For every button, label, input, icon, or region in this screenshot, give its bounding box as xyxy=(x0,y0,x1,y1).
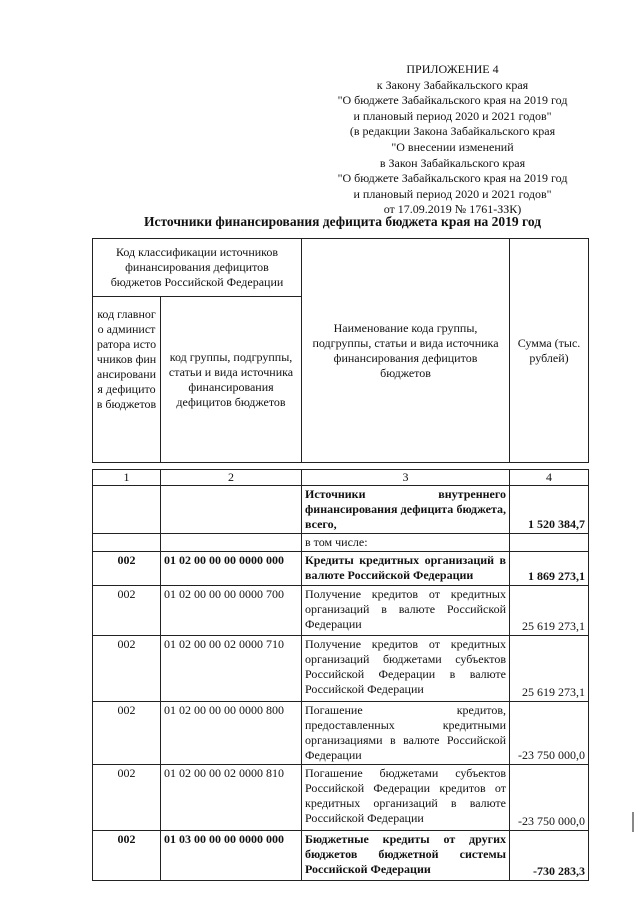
data-table xyxy=(92,469,589,881)
amount-cell xyxy=(510,534,589,552)
admin-code-cell: 002 xyxy=(93,636,161,702)
table-row xyxy=(93,586,589,636)
appendix-line: (в редакции Закона Забайкальского края xyxy=(349,124,556,139)
amount-cell: 1 869 273,1 xyxy=(510,552,589,586)
admin-code-cell xyxy=(93,486,161,534)
name-cell: Получение кредитов от кредитных организаций в валюте Российской Федерации xyxy=(302,586,510,636)
admin-code-cell: 002 xyxy=(93,702,161,765)
admin-code-cell xyxy=(93,534,161,552)
appendix-line: ПРИЛОЖЕНИЕ 4 xyxy=(406,62,499,76)
scan-edge-mark xyxy=(632,812,640,832)
admin-code-cell: 002 xyxy=(93,586,161,636)
name-cell: Бюджетные кредиты от других бюджетов бюджетной системы Российской Федерации xyxy=(302,831,510,881)
appendix-line: и плановый период 2020 и 2021 годов" xyxy=(353,108,552,123)
name-cell: Получение кредитов от кредитных организаций бюджетами субъектов Российской Федерации в валюте Российской Федерации xyxy=(302,636,510,702)
amount-cell: -23 750 000,0 xyxy=(510,702,589,765)
name-cell: Источники внутреннего финансирования дефицита бюджета, всего, xyxy=(302,486,510,534)
appendix-line: "О бюджете Забайкальского края на 2019 год xyxy=(337,93,568,108)
appendix-line: от 17.09.2019 № 1761-ЗЗК) xyxy=(383,202,522,217)
amount-cell: 1 520 384,7 xyxy=(510,486,589,534)
table-row xyxy=(93,765,589,831)
appendix-line: в Закон Забайкальского края xyxy=(379,155,526,170)
source-code-cell: 01 02 00 00 00 0000 000 xyxy=(161,552,302,586)
source-code-cell: 01 02 00 00 00 0000 800 xyxy=(161,702,302,765)
column-number: 3 xyxy=(302,470,510,486)
column-header-amount: Сумма (тыс. рублей) xyxy=(510,239,589,463)
classification-group-heading: Код классификации источников финансирования дефицитов бюджетов Российской Федерации xyxy=(93,239,302,297)
name-cell: Кредиты кредитных организаций в валюте Российской Федерации xyxy=(302,552,510,586)
column-header-source-code: код группы, подгруппы, статьи и вида источника финансирования дефицитов бюджетов xyxy=(161,297,302,463)
source-code-cell xyxy=(161,486,302,534)
column-number: 2 xyxy=(161,470,302,486)
table-row xyxy=(93,831,589,881)
column-header-admin-code: код главного администратора источников финансирования дефицитов бюджетов xyxy=(93,297,161,463)
source-code-cell: 01 02 00 00 02 0000 710 xyxy=(161,636,302,702)
appendix-line: "О внесении изменений xyxy=(391,139,514,154)
table-row xyxy=(93,636,589,702)
table-row xyxy=(93,702,589,765)
appendix-line: "О бюджете Забайкальского края на 2019 год xyxy=(337,171,568,186)
table-row xyxy=(93,486,589,534)
name-cell: Погашение кредитов, предоставленных кредитными организациями в валюте Российской Федерации xyxy=(302,702,510,765)
source-code-cell: 01 02 00 00 00 0000 700 xyxy=(161,586,302,636)
source-code-cell: 01 03 00 00 00 0000 000 xyxy=(161,831,302,881)
column-number: 1 xyxy=(93,470,161,486)
column-header-name: Наименование кода группы, подгруппы, статьи и вида источника финансирования дефицитов бюджетов xyxy=(302,239,510,463)
amount-cell: -23 750 000,0 xyxy=(510,765,589,831)
amount-cell: -730 283,3 xyxy=(510,831,589,881)
admin-code-cell: 002 xyxy=(93,765,161,831)
name-cell: Погашение бюджетами субъектов Российской Федерации кредитов от кредитных организаций в валюте Российской Федерации xyxy=(302,765,510,831)
appendix-line: к Закону Забайкальского края xyxy=(376,77,529,92)
page-title: Источники финансирования дефицита бюджета края на 2019 год xyxy=(143,214,542,229)
appendix-header xyxy=(300,62,605,218)
header-table xyxy=(92,238,589,463)
column-number-row xyxy=(93,470,589,486)
table-row xyxy=(93,552,589,586)
source-code-cell xyxy=(161,534,302,552)
table-row xyxy=(93,534,589,552)
amount-cell: 25 619 273,1 xyxy=(510,636,589,702)
admin-code-cell: 002 xyxy=(93,831,161,881)
name-cell: в том числе: xyxy=(302,534,510,552)
column-number: 4 xyxy=(510,470,589,486)
admin-code-cell: 002 xyxy=(93,552,161,586)
source-code-cell: 01 02 00 00 02 0000 810 xyxy=(161,765,302,831)
amount-cell: 25 619 273,1 xyxy=(510,586,589,636)
appendix-line: и плановый период 2020 и 2021 годов" xyxy=(353,186,552,201)
